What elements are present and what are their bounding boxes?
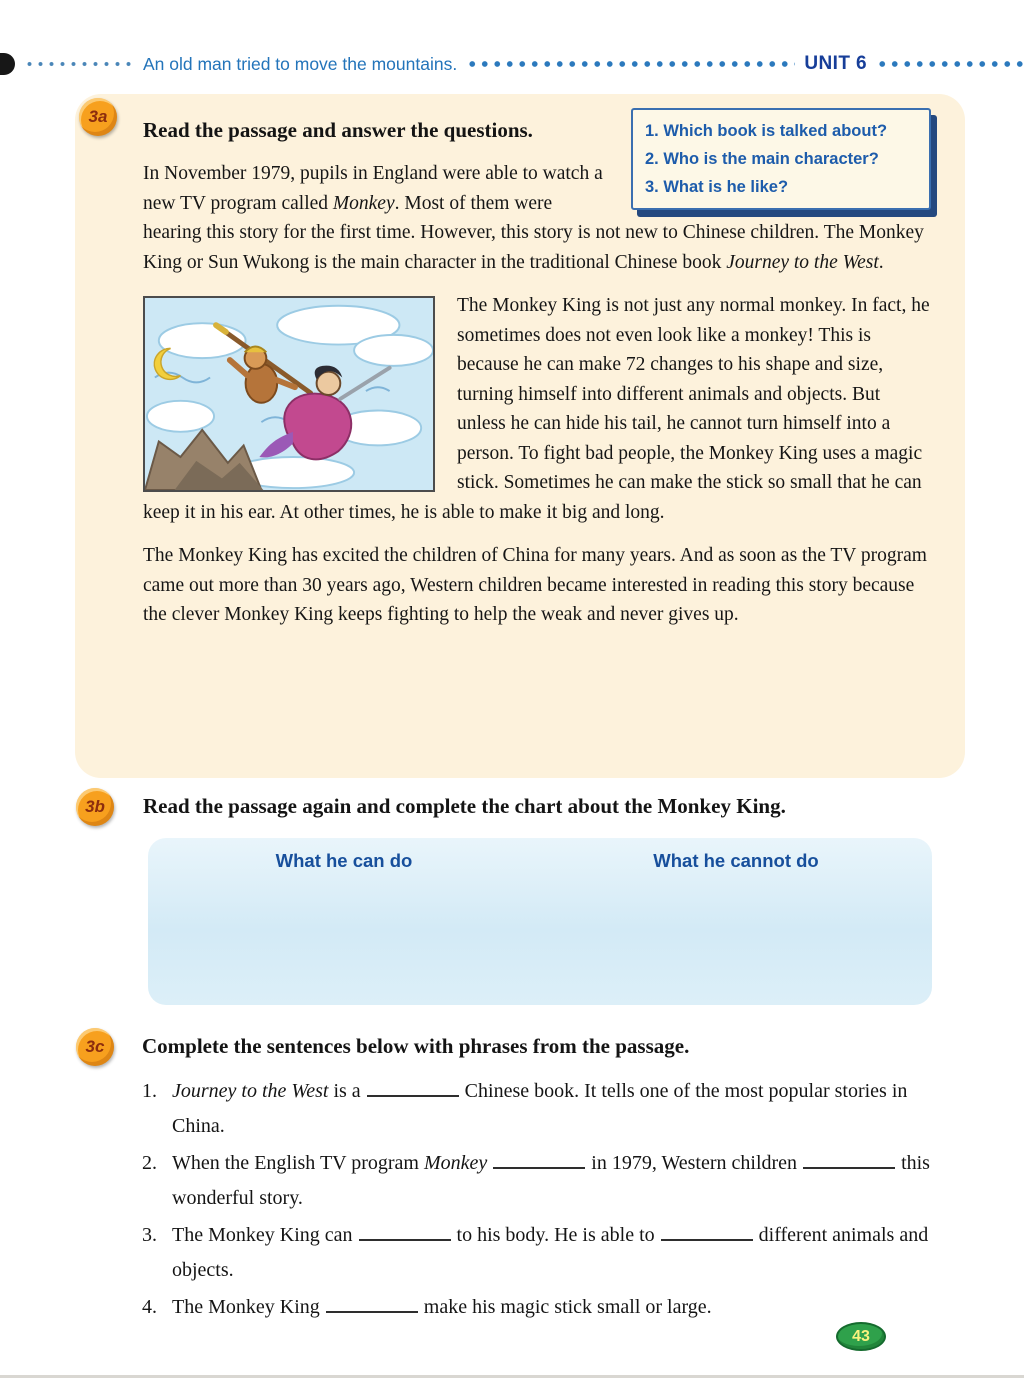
exercise-item-4	[142, 1290, 954, 1325]
lesson-title: An old man tried to move the mountains.	[143, 53, 458, 74]
item-number: 2.	[142, 1152, 157, 1174]
dot-leader-left	[24, 59, 134, 69]
answer-blank	[326, 1300, 418, 1313]
section-3a-heading: Read the passage and answer the questions.	[143, 118, 533, 142]
passage-paragraph-3: The Monkey King has excited the children of China for many years. And as soon as the TV program came out more than 30 years ago, Western children became interested in reading this story because the clever Monkey King keeps fighting to help the weak and never gives up.	[143, 545, 927, 625]
question-2: 2. Who is the main character?	[645, 150, 879, 168]
answer-blank	[367, 1084, 459, 1097]
section-3b-heading: Read the passage again and complete the chart about the Monkey King.	[143, 794, 786, 818]
page-header	[0, 48, 1024, 80]
answer-blank	[359, 1228, 451, 1241]
question-3: 3. What is he like?	[645, 178, 789, 196]
text-segment: in 1979, Western children	[591, 1152, 798, 1174]
text-segment: Chinese book. It tells one of the most popular stories in China.	[172, 1080, 908, 1137]
text-segment: to his body. He is able to	[456, 1224, 655, 1246]
text-segment: When the English TV program	[172, 1152, 424, 1174]
item-number: 4.	[142, 1296, 157, 1318]
text-segment: is a	[328, 1080, 361, 1102]
dot-leader-middle	[466, 59, 795, 69]
monkey-king-chart	[148, 838, 932, 1005]
text-segment: different animals and objects.	[172, 1224, 929, 1281]
dot-leader-right	[876, 59, 1024, 69]
monkey-king-illustration	[143, 296, 435, 492]
exercise-item-3	[142, 1218, 954, 1287]
section-3c-heading: Complete the sentences below with phrases from the passage.	[142, 1034, 690, 1058]
question-1: 1. Which book is talked about?	[645, 122, 888, 140]
unit-label: UNIT 6	[804, 53, 867, 74]
section-3b-badge: 3b	[76, 788, 114, 826]
section-3c-badge: 3c	[76, 1028, 114, 1066]
item-number: 3.	[142, 1224, 157, 1246]
exercise-item-2	[142, 1146, 954, 1215]
question-box	[631, 108, 931, 210]
book-title-monkey: Monkey	[332, 192, 395, 214]
book-title-monkey: Monkey	[424, 1152, 488, 1174]
chart-column-cannot-do: What he cannot do	[653, 850, 819, 871]
exercise-item-list	[142, 1074, 954, 1328]
answer-blank	[803, 1156, 895, 1169]
text-segment: The Monkey King	[172, 1296, 320, 1318]
page-number-badge: 43	[836, 1322, 886, 1351]
text-segment: .	[878, 251, 884, 273]
section-3a-badge: 3a	[79, 98, 117, 136]
illustration-art	[145, 298, 433, 490]
item-number: 1.	[142, 1080, 157, 1102]
text-segment: this wonderful story.	[172, 1152, 930, 1209]
exercise-item-1	[142, 1074, 954, 1143]
passage-paragraph-2: The Monkey King is not just any normal monkey. In fact, he sometimes does not even look like a monkey! This is because he can make 72 changes to his shape and size, turning himself into different animals and objects. But unless he can hide his tail, he cannot turn himself into a person. To fight bad people, the Monkey King uses a magic stick. Sometimes he can make the stick so small that he can keep it in his ear. At other times, he is able to make it big and long.	[143, 295, 930, 523]
text-segment: . Most of them were hearing this story for the first time. However, this story is not new to Chinese children. The Monkey King or Sun Wukong is the main character in the traditional Chinese book	[143, 192, 924, 273]
text-segment: In November 1979, pupils in England were able to watch a new TV program called	[143, 163, 603, 214]
chart-column-can-do: What he can do	[275, 850, 413, 871]
page-edge-mark	[0, 53, 15, 75]
answer-blank	[493, 1156, 585, 1169]
passage-panel	[75, 94, 965, 778]
text-segment: make his magic stick small or large.	[423, 1296, 712, 1318]
book-title-journey-to-the-west: Journey to the West	[172, 1080, 329, 1102]
text-segment: The Monkey King can	[172, 1224, 353, 1246]
answer-blank	[661, 1228, 753, 1241]
page-bottom-edge	[0, 1375, 1024, 1378]
book-title-journey-to-the-west: Journey to the West	[726, 251, 879, 273]
